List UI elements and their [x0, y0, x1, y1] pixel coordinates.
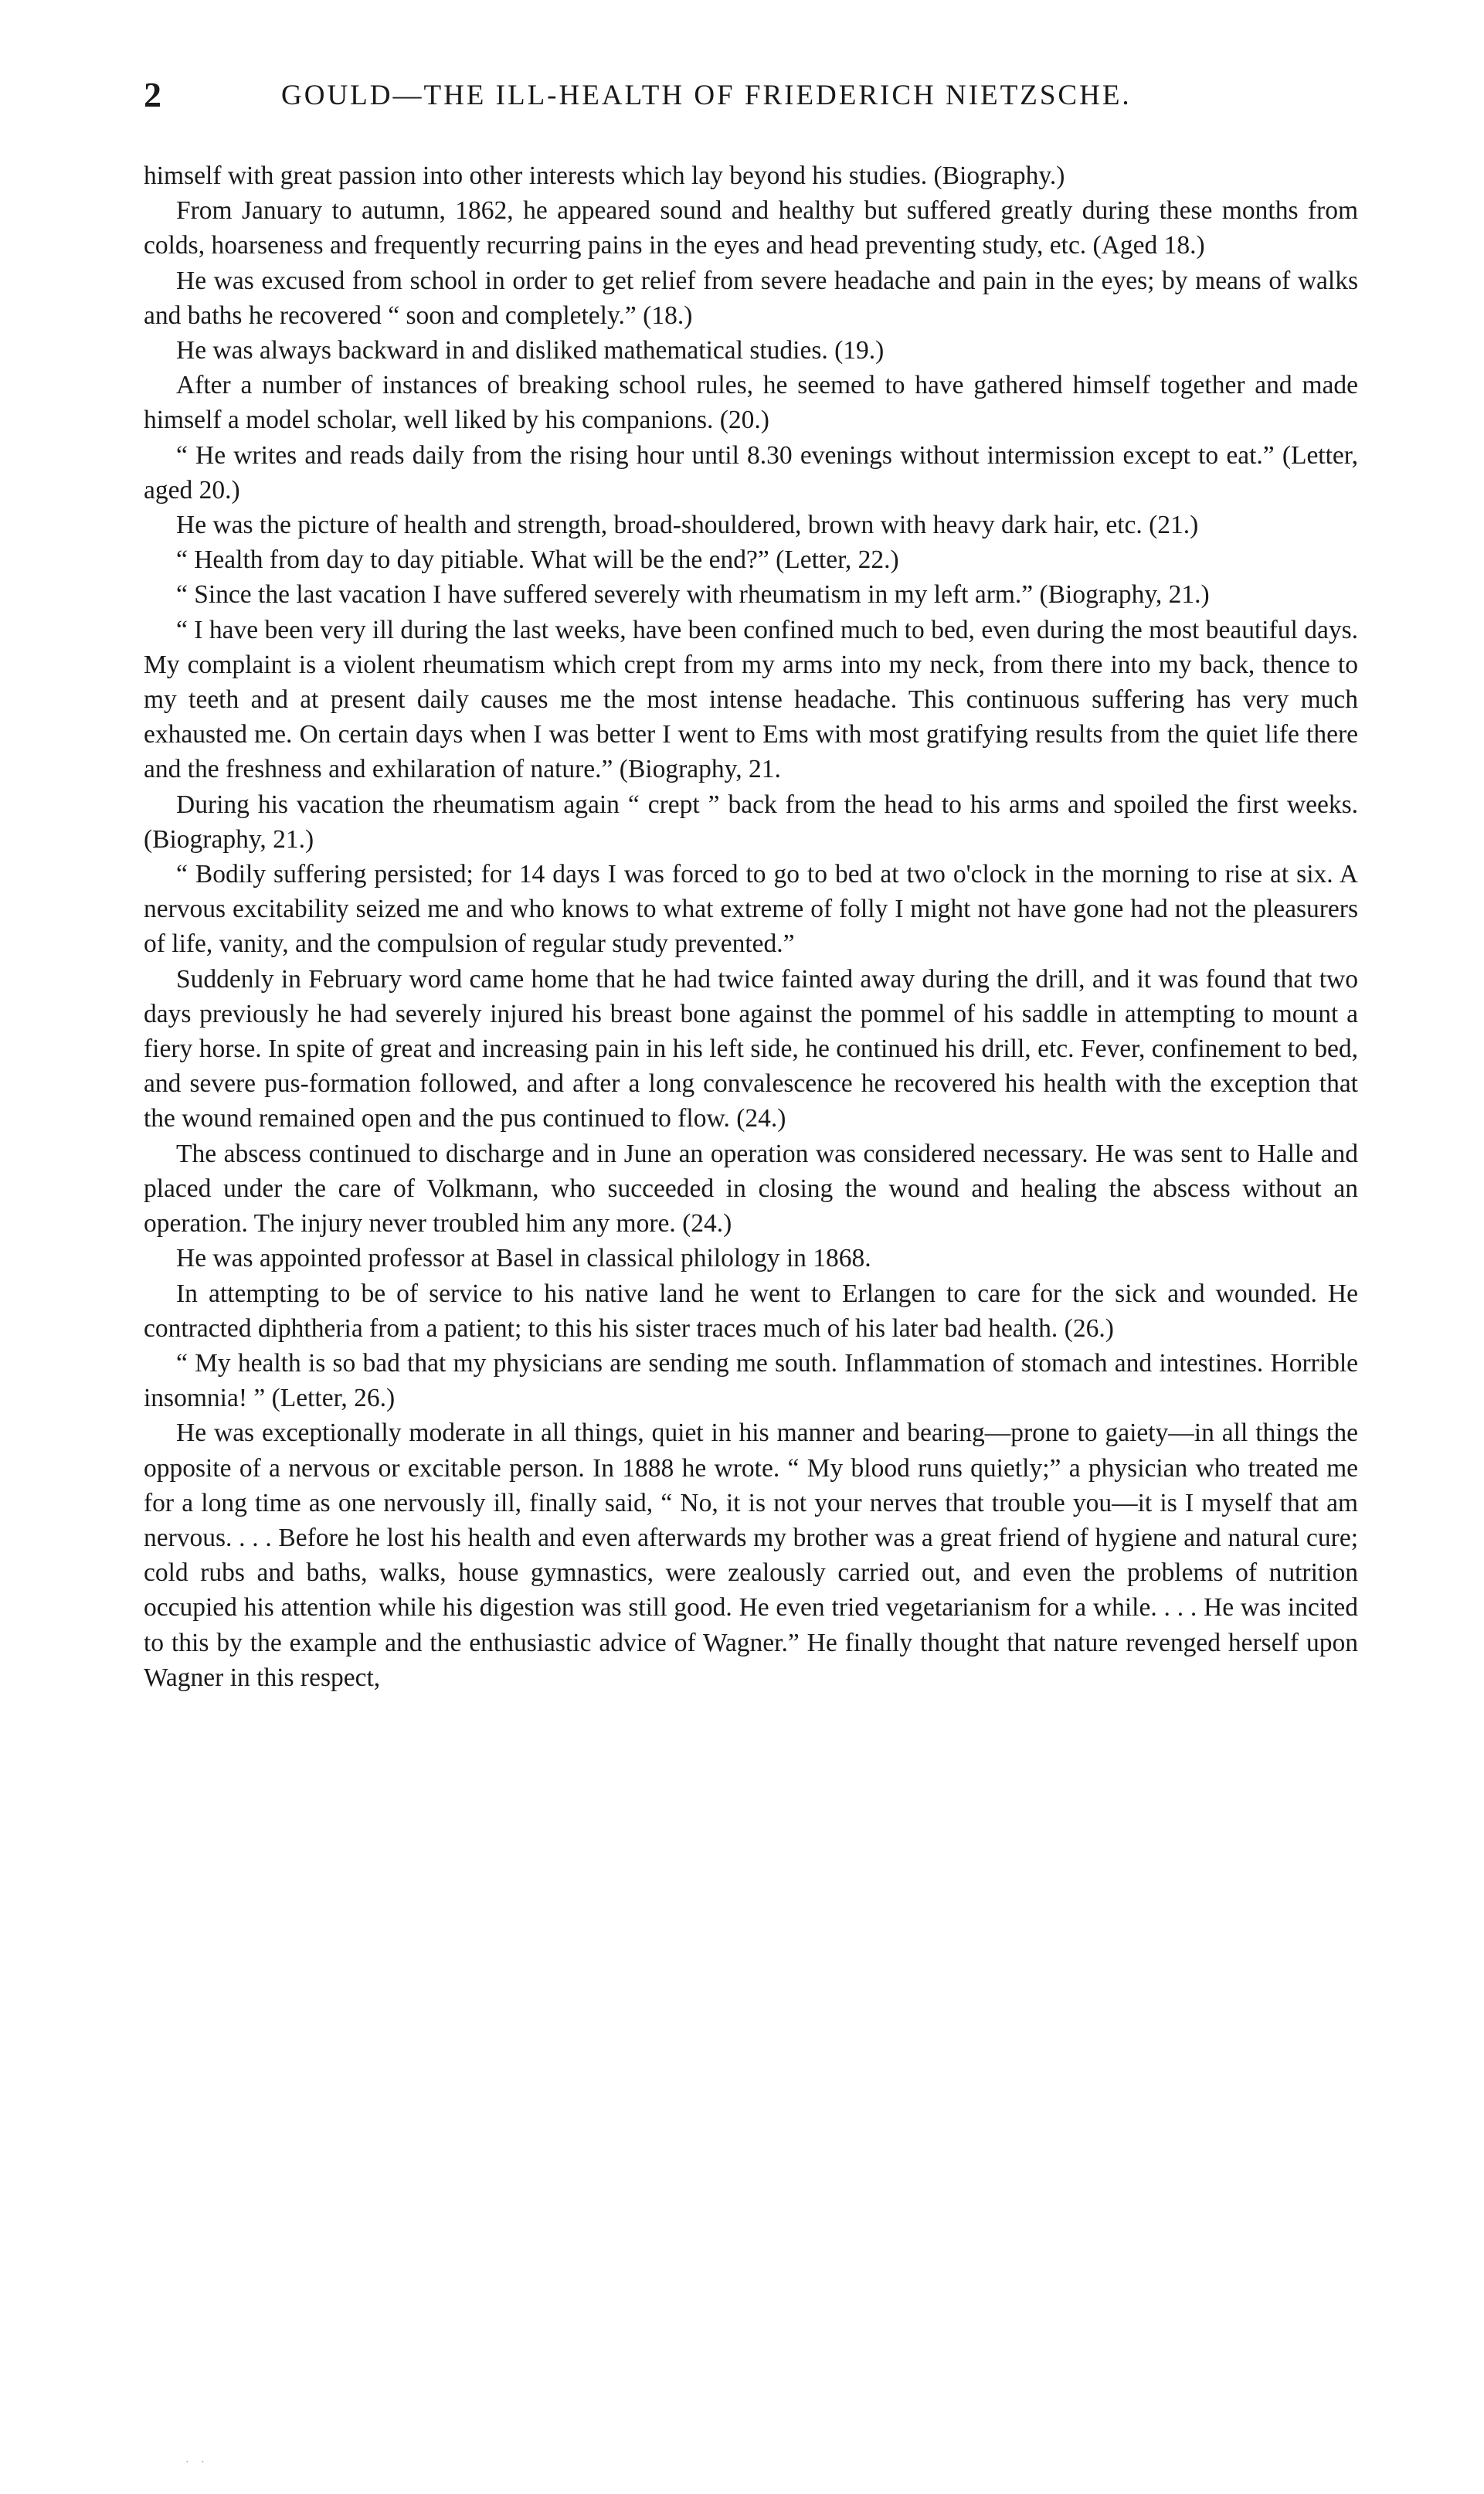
- paragraph: “ Bodily suffering persisted; for 14 days I was forced to go to bed at two o'clock in the morning to rise at six. A nervous excitability seized me and who knows to what extreme of folly I might not have gone had not the pleasurers of life, vanity, and the compulsion of regular study prevented.”: [144, 860, 1358, 959]
- paragraph: “ My health is so bad that my physicians are sending me south. Inflammation of stomach and intestines. Horrible insomnia! ” (Letter, 26.): [144, 1348, 1358, 1413]
- paragraph: He was the picture of health and strength, broad-shouldered, brown with heavy dark hair, etc. (21.): [176, 511, 1199, 540]
- page-number: 2: [144, 75, 162, 114]
- paragraph: He was always backward in and disliked mathematical studies. (19.): [176, 336, 885, 365]
- paragraph: himself with great passion into other interests which lay beyond his studies. (Biography.): [144, 161, 1065, 190]
- running-head: GOULD—THE ILL-HEALTH OF FRIEDERICH NIETZSCHE.: [281, 80, 1132, 111]
- paragraph: “ Since the last vacation I have suffered severely with rheumatism in my left arm.” (Biography, 21.): [176, 580, 1210, 610]
- page-header: [144, 74, 1380, 121]
- paragraph: He was excused from school in order to get relief from severe headache and pain in the eyes; by means of walks and baths he recovered “ soon and completely.” (18.): [144, 266, 1358, 330]
- paragraph: He was appointed professor at Basel in classical philology in 1868.: [176, 1244, 871, 1273]
- paragraph: “ I have been very ill during the last weeks, have been confined much to bed, even during the most beautiful days. My complaint is a violent rheumatism which crept from my arms into my neck, from there into my back, thence to my teeth and at present daily causes me the most intense headache. This continuous suffering has very much exhausted me. On certain days when I was better I went to Ems with most gratifying results from the quiet life there and the freshness and exhilaration of nature.” (Biography, 21.: [144, 615, 1358, 784]
- body-text: [144, 158, 1358, 1695]
- paragraph: After a number of instances of breaking school rules, he seemed to have gathered himself together and made himself a model scholar, well liked by his companions. (20.): [144, 371, 1358, 435]
- paragraph: In attempting to be of service to his native land he went to Erlangen to care for the sick and wounded. He contracted diphtheria from a patient; to this his sister traces much of his later bad health. (26.): [144, 1279, 1358, 1343]
- paragraph: The abscess continued to discharge and in June an operation was considered necessary. He was sent to Halle and placed under the care of Volkmann, who succeeded in closing the wound and healing the abscess without an operation. The injury never troubled him any more. (24.): [144, 1139, 1358, 1239]
- page-blemish: · ·: [185, 2457, 209, 2469]
- paragraph: Suddenly in February word came home that he had twice fainted away during the drill, and it was found that two days previously he had severely injured his breast bone against the pommel of his saddle in attempting to mount a fiery horse. In spite of great and increasing pain in his left side, he continued his drill, etc. Fever, confinement to bed, and severe pus-formation followed, and after a long convalescence he recovered his health with the exception that the wound remained open and the pus continued to flow. (24.): [144, 964, 1358, 1133]
- paragraph: He was exceptionally moderate in all things, quiet in his manner and bearing—prone to gaiety—in all things the opposite of a nervous or excitable person. In 1888 he wrote. “ My blood runs quietly;” a physician who treated me for a long time as one nervously ill, finally said, “ No, it is not your nerves that trouble you—it is I myself that am nervous. . . . Before he lost his health and even afterwards my brother was a great friend of hygiene and natural cure; cold rubs and baths, walks, house gymnastics, were zealously carried out, and even the problems of nutrition occupied his attention while his digestion was still good. He even tried vegetarianism for a while. . . . He was incited to this by the example and the enthusiastic advice of Wagner.” He finally thought that nature revenged herself upon Wagner in this respect,: [144, 1419, 1358, 1692]
- paragraph: “ Health from day to day pitiable. What will be the end?” (Letter, 22.): [176, 545, 899, 575]
- paragraph: From January to autumn, 1862, he appeared sound and healthy but suffered greatly during these months from colds, hoarseness and frequently recurring pains in the eyes and head preventing study, etc. (Aged 18.): [144, 196, 1358, 260]
- paragraph: During his vacation the rheumatism again “ crept ” back from the head to his arms and spoiled the first weeks. (Biography, 21.): [144, 790, 1358, 854]
- paragraph: “ He writes and reads daily from the rising hour until 8.30 evenings without intermission except to eat.” (Letter, aged 20.): [144, 440, 1358, 505]
